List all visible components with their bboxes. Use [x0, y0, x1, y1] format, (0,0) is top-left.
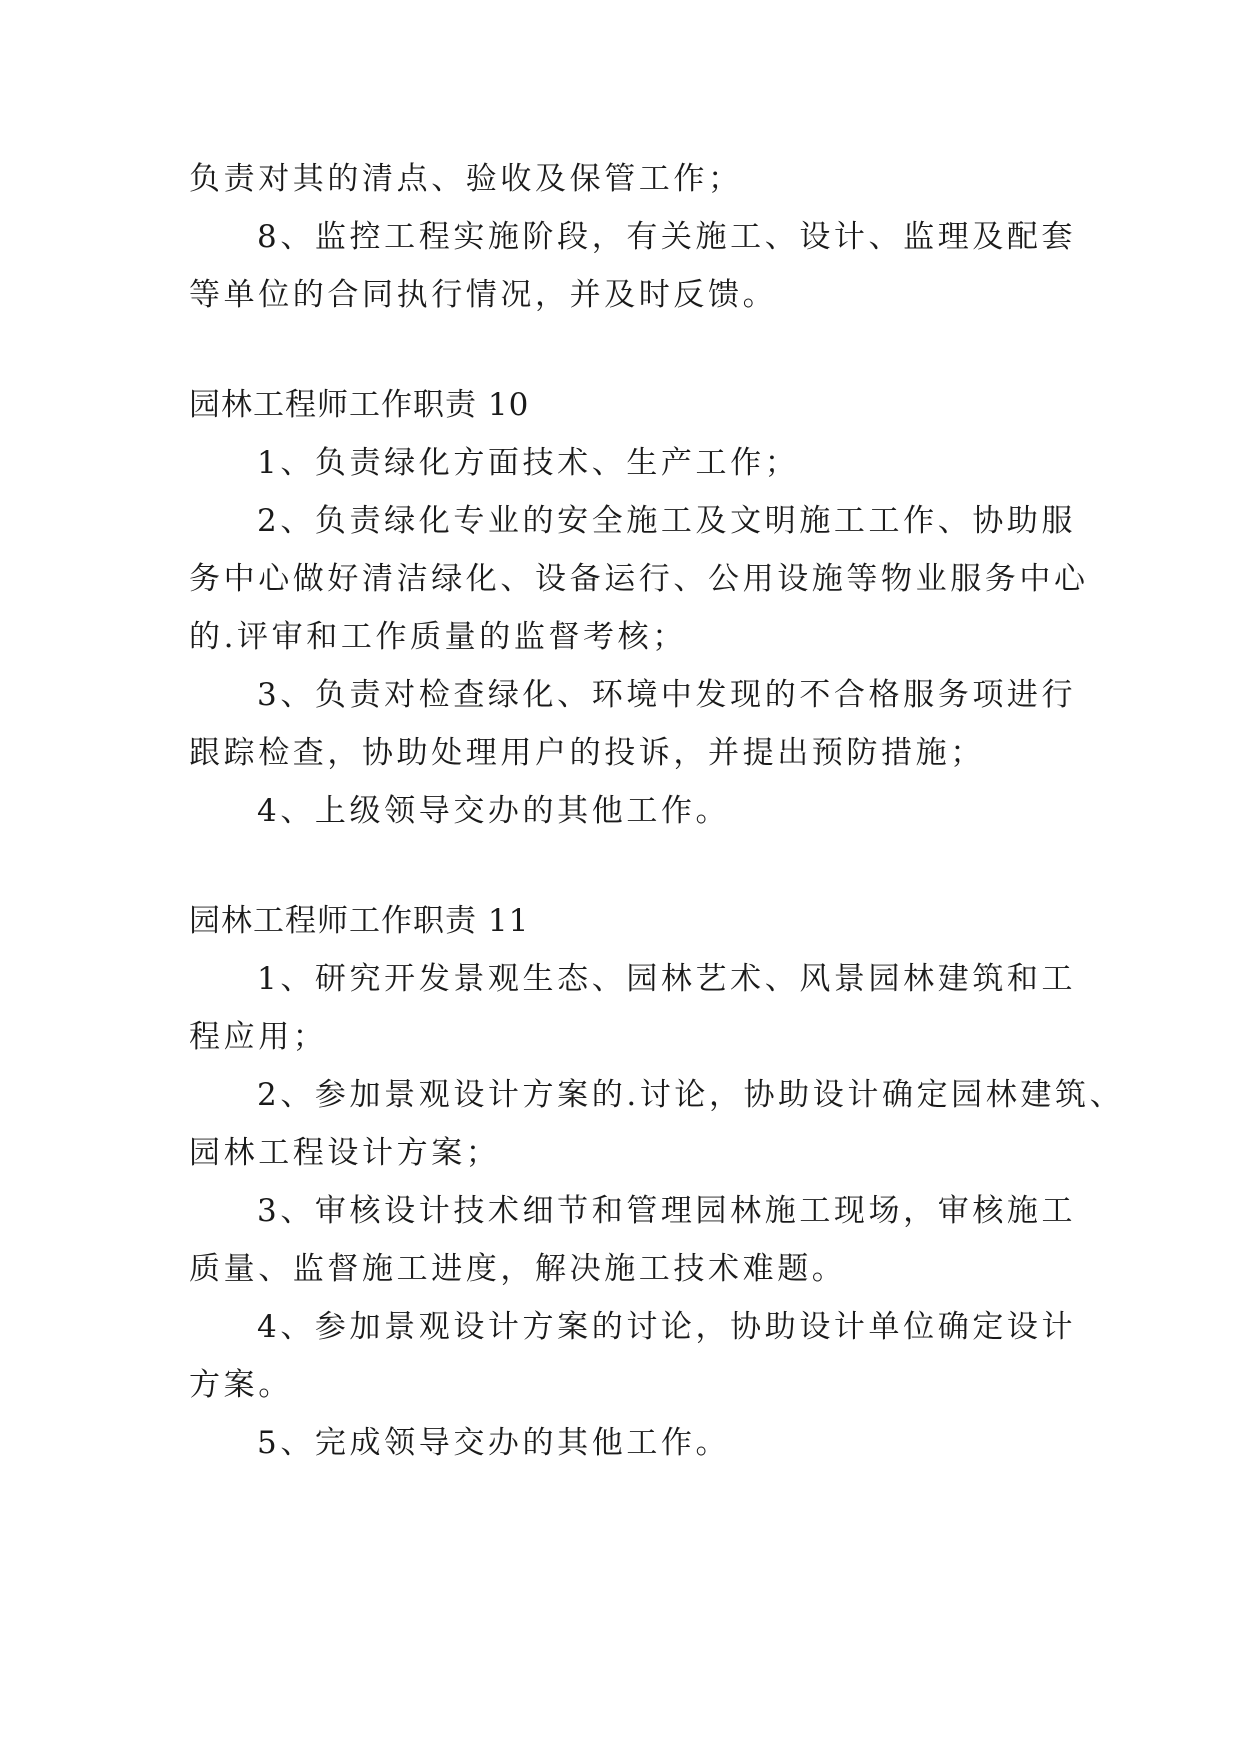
- list-item: 5、完成领导交办的其他工作。: [257, 1425, 731, 1461]
- paragraph-line: 负责对其的清点、验收及保管工作；: [189, 161, 743, 197]
- list-item: 1、研究开发景观生态、园林艺术、风景园林建筑和工: [257, 961, 1077, 997]
- paragraph-line: 8、监控工程实施阶段，有关施工、设计、监理及配套: [257, 219, 1077, 255]
- paragraph-line: 园林工程设计方案；: [189, 1135, 501, 1171]
- section-heading-10: 园林工程师工作职责 10: [189, 387, 530, 423]
- list-item: 3、负责对检查绿化、环境中发现的不合格服务项进行: [257, 677, 1077, 713]
- list-item: 4、上级领导交办的其他工作。: [257, 793, 731, 829]
- paragraph-line: 务中心做好清洁绿化、设备运行、公用设施等物业服务中心: [189, 561, 1089, 597]
- paragraph-line: 程应用；: [189, 1019, 328, 1055]
- paragraph-line: 跟踪检查，协助处理用户的投诉，并提出预防措施；: [189, 735, 985, 771]
- paragraph-line: 方案。: [189, 1367, 293, 1403]
- paragraph-line: 质量、监督施工进度，解决施工技术难题。: [189, 1251, 847, 1287]
- list-item: 2、负责绿化专业的安全施工及文明施工工作、协助服: [257, 503, 1077, 539]
- list-item: 2、参加景观设计方案的.讨论，协助设计确定园林建筑、: [257, 1077, 1125, 1113]
- document-body: [189, 150, 1125, 1472]
- list-item: 4、参加景观设计方案的讨论，协助设计单位确定设计: [257, 1309, 1077, 1345]
- paragraph-line: 等单位的合同执行情况，并及时反馈。: [189, 277, 778, 313]
- paragraph-line: 的.评审和工作质量的监督考核；: [189, 619, 687, 655]
- list-item: 3、审核设计技术细节和管理园林施工现场，审核施工: [257, 1193, 1077, 1229]
- list-item: 1、负责绿化方面技术、生产工作；: [257, 445, 800, 481]
- section-heading-11: 园林工程师工作职责 11: [189, 903, 530, 939]
